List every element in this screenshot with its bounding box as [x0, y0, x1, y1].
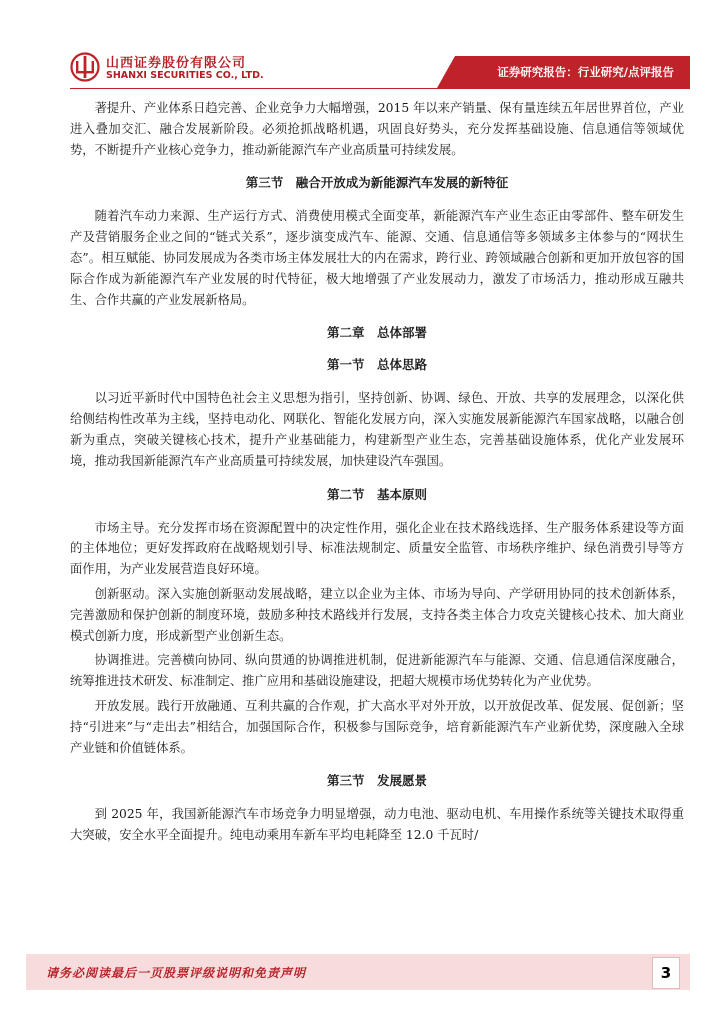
report-body: [70, 98, 684, 850]
header-divider: [70, 88, 690, 89]
principle-label: 开放发展。: [94, 698, 158, 713]
principle-item: [70, 696, 684, 758]
page-header: [0, 0, 724, 96]
disclaimer-notice: 请务必阅读最后一页股票评级说明和免责声明: [46, 966, 307, 980]
banner-notch: [437, 56, 455, 88]
section-heading-vision: 第三节 发展愿景: [326, 773, 427, 789]
report-type-label: 证券研究报告：行业研究/点评报告: [497, 65, 674, 79]
section-heading-overall: 第一节 总体思路: [326, 357, 427, 373]
principle-label: 市场主导。: [94, 520, 158, 535]
paragraph-intro: 著提升、产业体系日趋完善、企业竞争力大幅增强，2015 年以来产销量、保有量连续五年居世界首位，产业进入叠加交汇、融合发展新阶段。必须抢抓战略机遇，巩固良好势头，充分发挥基础设施、信息通信等领域优势，不断提升产业核心竞争力，推动新能源汽车产业高质量可持续发展。: [70, 101, 684, 157]
section-heading-fusion: 第三节 融合开放成为新能源汽车发展的新特征: [245, 175, 509, 191]
principle-item: [70, 650, 684, 692]
principle-text: 深入实施创新驱动发展战略，建立以企业为主体、市场为导向、产学研用协同的技术创新体系，完善激励和保护创新的制度环境，鼓励多种技术路线并行发展，支持各类主体合力攻克关键核心技术、加大商业模式创新力度，形成新型产业创新生态。: [70, 586, 684, 643]
report-type-banner: [437, 56, 690, 88]
principle-item: [70, 584, 684, 646]
paragraph-vision: 到 2025 年，我国新能源汽车市场竞争力明显增强，动力电池、驱动电机、车用操作系统等关键技术取得重大突破，安全水平全面提升。纯电动乘用车新车平均电耗降至 12.0 千瓦时/: [70, 807, 684, 843]
page-number: 3: [652, 957, 680, 989]
paragraph-fusion: 随着汽车动力来源、生产运行方式、消费使用模式全面变革，新能源汽车产业生态正由零部件、整车研发生产及营销服务企业之间的“链式关系”，逐步演变成汽车、能源、交通、信息通信等多领域多主体参与的“网状生态”。相互赋能、协同发展成为各类市场主体发展壮大的内在需求，跨行业、跨领域融合创新和更加开放包容的国际合作成为新能源汽车产业发展的时代特征，极大地增强了产业发展动力，激发了市场活力，推动形成互融共生、合作共赢的产业发展新格局。: [70, 209, 684, 307]
company-name-cn: 山西证券股份有限公司: [106, 56, 247, 71]
principle-text: 充分发挥市场在资源配置中的决定性作用，强化企业在技术路线选择、生产服务体系建设等方面的主体地位；更好发挥政府在战略规划引导、标准法规制定、质量安全监管、市场秩序维护、绿色消费引导等方面作用，为产业发展营造良好环境。: [70, 520, 684, 577]
page-footer: [26, 954, 690, 990]
shanxi-securities-logo-icon: [70, 52, 100, 82]
principle-text: 践行开放融通、互利共赢的合作观，扩大高水平对外开放，以开放促改革、促发展、促创新；坚持“引进来”与“走出去”相结合，加强国际合作，积极参与国际竞争，培育新能源汽车产业新优势，深度融入全球产业链和价值链体系。: [70, 698, 684, 755]
chapter-heading: 第二章 总体部署: [326, 325, 427, 341]
company-name-en: SHANXI SECURITIES CO., LTD.: [106, 70, 264, 81]
principle-label: 创新驱动。: [94, 586, 158, 601]
principle-text: 完善横向协同、纵向贯通的协调推进机制，促进新能源汽车与能源、交通、信息通信深度融合，统筹推进技术研发、标准制定、推广应用和基础设施建设，把超大规模市场优势转化为产业优势。: [70, 653, 684, 689]
section-heading-principles: 第二节 基本原则: [326, 486, 427, 502]
principle-item: [70, 518, 684, 580]
paragraph-overall: 以习近平新时代中国特色社会主义思想为指引，坚持创新、协调、绿色、开放、共享的发展理念，以深化供给侧结构性改革为主线，坚持电动化、网联化、智能化发展方向，深入实施发展新能源汽车国家战略，以融合创新为重点，突破关键核心技术，提升产业基础能力，构建新型产业生态，完善基础设施体系，优化产业发展环境，推动我国新能源汽车产业高质量可持续发展，加快建设汽车强国。: [70, 391, 684, 468]
principle-label: 协调推进。: [94, 653, 158, 668]
